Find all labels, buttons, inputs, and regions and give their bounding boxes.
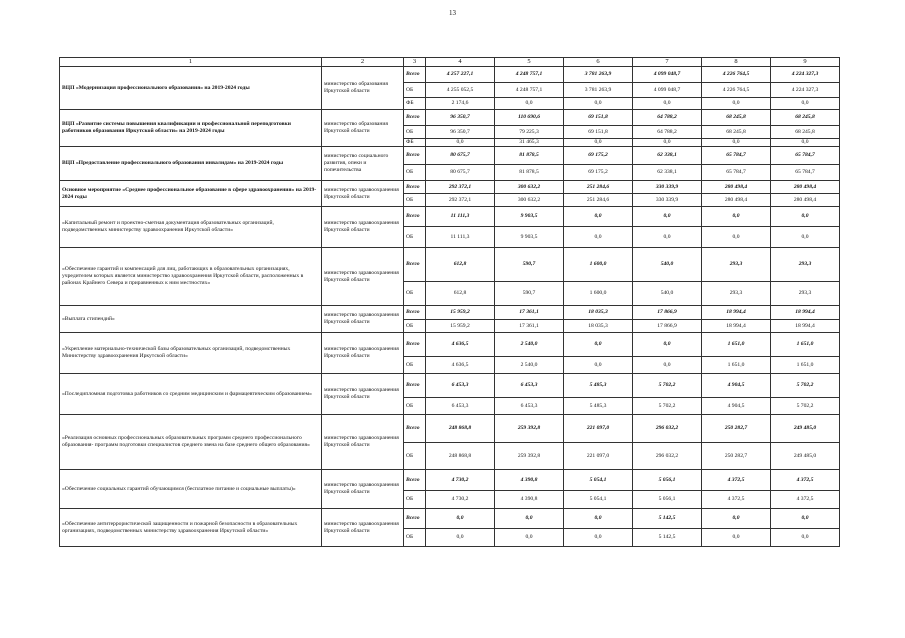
value-year-4: 330 339,9 [633, 194, 702, 207]
value-year-6: 4 224 327,3 [771, 83, 840, 98]
value-year-5: 4 904,5 [702, 398, 771, 415]
value-year-5: 4 372,5 [702, 491, 771, 509]
responsible-executor: министерство здравоохранения Иркутской области [322, 248, 404, 306]
value-year-4: 0,0 [633, 357, 702, 374]
value-year-1: 4 255 052,5 [426, 83, 495, 98]
value-year-5: 65 784,7 [702, 147, 771, 165]
value-year-6: 18 994,4 [771, 306, 840, 320]
column-number-9: 9 [771, 58, 840, 67]
value-year-1: 15 959,2 [426, 306, 495, 320]
value-year-4: 17 866,9 [633, 320, 702, 333]
value-year-2: 300 632,2 [495, 194, 564, 207]
column-number-4: 4 [426, 58, 495, 67]
value-year-5: 0,0 [702, 207, 771, 227]
value-year-5: 4 904,5 [702, 374, 771, 398]
value-year-3: 69 151,8 [564, 126, 633, 139]
value-year-2: 9 903,5 [495, 227, 564, 248]
value-year-2: 2 540,0 [495, 333, 564, 357]
value-year-6: 5 702,2 [771, 398, 840, 415]
value-year-1: 4 257 227,1 [426, 67, 495, 83]
funding-source: Всего [404, 67, 426, 83]
funding-source: ОБ [404, 83, 426, 98]
value-year-1: 4 730,2 [426, 491, 495, 509]
value-year-6: 0,0 [771, 509, 840, 529]
value-year-6: 0,0 [771, 529, 840, 547]
funding-source: Всего [404, 181, 426, 194]
value-year-6: 68 245,8 [771, 126, 840, 139]
responsible-executor: министерство здравоохранения Иркутской области [322, 181, 404, 207]
funding-source: ОБ [404, 398, 426, 415]
value-year-3: 3 781 263,9 [564, 67, 633, 83]
value-year-3: 221 097,0 [564, 415, 633, 443]
value-year-5: 0,0 [702, 227, 771, 248]
activity-name: «Обеспечение социальных гарантий обучающимся (бесплатное питание и социальные выплаты)» [60, 470, 322, 509]
value-year-4: 17 866,9 [633, 306, 702, 320]
value-year-4: 64 788,2 [633, 126, 702, 139]
funding-source: ОБ [404, 491, 426, 509]
value-year-3: 5 485,3 [564, 398, 633, 415]
value-year-2: 0,0 [495, 529, 564, 547]
value-year-5: 1 651,0 [702, 333, 771, 357]
activity-name: ВЦП «Модернизация профессионального образования» на 2019-2024 годы [60, 67, 322, 110]
funding-source: Всего [404, 147, 426, 165]
responsible-executor: министерство здравоохранения Иркутской области [322, 374, 404, 415]
value-year-5: 0,0 [702, 139, 771, 147]
value-year-5: 250 282,7 [702, 443, 771, 470]
value-year-5: 293,3 [702, 282, 771, 306]
value-year-2: 17 361,1 [495, 320, 564, 333]
table-row [60, 415, 840, 443]
funding-source: Всего [404, 509, 426, 529]
value-year-6: 0,0 [771, 139, 840, 147]
value-year-4: 64 788,2 [633, 110, 702, 126]
value-year-2: 81 878,5 [495, 147, 564, 165]
column-number-1: 1 [60, 58, 322, 67]
value-year-3: 69 151,8 [564, 110, 633, 126]
funding-source: ОБ [404, 194, 426, 207]
value-year-2: 31 465,3 [495, 139, 564, 147]
value-year-5: 1 651,0 [702, 357, 771, 374]
table-row [60, 470, 840, 491]
activity-name: Основное мероприятие «Среднее профессиональное образование в сфере здравоохранения» на 2019-2024 годы [60, 181, 322, 207]
value-year-1: 612,8 [426, 282, 495, 306]
column-number-2: 2 [322, 58, 404, 67]
value-year-4: 296 032,2 [633, 415, 702, 443]
activity-name: «Выплата стипендий» [60, 306, 322, 333]
value-year-5: 65 784,7 [702, 165, 771, 181]
value-year-6: 280 498,4 [771, 181, 840, 194]
value-year-2: 0,0 [495, 98, 564, 110]
value-year-5: 18 994,4 [702, 306, 771, 320]
value-year-4: 62 338,1 [633, 165, 702, 181]
budget-table [59, 57, 840, 547]
value-year-3: 1 600,0 [564, 248, 633, 282]
value-year-2: 6 453,3 [495, 398, 564, 415]
responsible-executor: министерство здравоохранения Иркутской области [322, 509, 404, 547]
value-year-2: 4 390,8 [495, 491, 564, 509]
value-year-1: 0,0 [426, 139, 495, 147]
activity-name: ВЦП «Развитие системы повышения квалификации и профессиональной переподготовки работников образования Иркутской области» на 2019-2024 годы [60, 110, 322, 147]
funding-source: ОБ [404, 320, 426, 333]
table-row [60, 207, 840, 227]
value-year-2: 4 390,8 [495, 470, 564, 491]
activity-name: ВЦП «Предоставление профессионального образования инвалидам» на 2019-2024 годы [60, 147, 322, 181]
value-year-5: 280 498,4 [702, 181, 771, 194]
value-year-4: 296 032,2 [633, 443, 702, 470]
value-year-6: 65 784,7 [771, 165, 840, 181]
value-year-3: 3 781 263,9 [564, 83, 633, 98]
value-year-6: 1 651,0 [771, 333, 840, 357]
value-year-6: 0,0 [771, 227, 840, 248]
activity-name: «Реализация основных профессиональных образовательных программ среднего профессионального образования- программ подготовки специалистов среднего звена на базе среднего общего образования» [60, 415, 322, 470]
column-number-5: 5 [495, 58, 564, 67]
activity-name: «Укрепление материально-технической базы образовательных организаций, подведомственных Министерству здравоохранения Иркутской области» [60, 333, 322, 374]
table-row [60, 110, 840, 126]
activity-name: «Обеспечение гарантий и компенсаций для лиц, работающих в образовательных организациях, учредителем которых является министерство здравоохранения Иркутской области, расположенных в районах Крайнего Севера и приравненных к ним местностях» [60, 248, 322, 306]
value-year-5: 18 994,4 [702, 320, 771, 333]
value-year-2: 79 225,3 [495, 126, 564, 139]
value-year-1: 96 350,7 [426, 126, 495, 139]
column-number-6: 6 [564, 58, 633, 67]
value-year-2: 6 453,3 [495, 374, 564, 398]
value-year-6: 293,3 [771, 282, 840, 306]
value-year-5: 4 372,5 [702, 470, 771, 491]
value-year-3: 5 485,3 [564, 374, 633, 398]
funding-source: Всего [404, 306, 426, 320]
value-year-4: 0,0 [633, 227, 702, 248]
responsible-executor: министерство здравоохранения Иркутской области [322, 207, 404, 248]
value-year-4: 62 338,1 [633, 147, 702, 165]
funding-source: ОБ [404, 529, 426, 547]
funding-source: Всего [404, 333, 426, 357]
value-year-4: 5 702,2 [633, 398, 702, 415]
responsible-executor: министерство здравоохранения Иркутской области [322, 333, 404, 374]
responsible-executor: министерство здравоохранения Иркутской области [322, 470, 404, 509]
value-year-6: 0,0 [771, 207, 840, 227]
value-year-6: 68 245,8 [771, 110, 840, 126]
value-year-1: 292 372,1 [426, 194, 495, 207]
value-year-4: 0,0 [633, 98, 702, 110]
column-number-8: 8 [702, 58, 771, 67]
value-year-3: 0,0 [564, 139, 633, 147]
value-year-5: 0,0 [702, 509, 771, 529]
value-year-3: 0,0 [564, 98, 633, 110]
value-year-2: 110 690,6 [495, 110, 564, 126]
value-year-2: 81 878,5 [495, 165, 564, 181]
value-year-1: 15 959,2 [426, 320, 495, 333]
value-year-1: 248 868,8 [426, 415, 495, 443]
value-year-2: 0,0 [495, 509, 564, 529]
value-year-3: 251 284,6 [564, 181, 633, 194]
funding-source: ОБ [404, 126, 426, 139]
activity-name: «Обеспечение антитеррористической защищенности и пожарной безопасности в образовательных организациях, подведомственных министерству здравоохранения Иркутской области» [60, 509, 322, 547]
value-year-3: 0,0 [564, 509, 633, 529]
value-year-1: 248 868,8 [426, 443, 495, 470]
funding-source: ОБ [404, 282, 426, 306]
funding-source: ФБ [404, 139, 426, 147]
page-number: 13 [449, 9, 456, 17]
value-year-2: 590,7 [495, 282, 564, 306]
value-year-6: 65 784,7 [771, 147, 840, 165]
value-year-5: 68 245,8 [702, 126, 771, 139]
value-year-6: 4 372,5 [771, 470, 840, 491]
funding-source: Всего [404, 470, 426, 491]
value-year-1: 292 372,1 [426, 181, 495, 194]
value-year-2: 4 248 757,1 [495, 67, 564, 83]
table-row [60, 333, 840, 357]
responsible-executor: министерство образования Иркутской области [322, 67, 404, 110]
responsible-executor: министерство здравоохранения Иркутской области [322, 415, 404, 470]
value-year-2: 259 392,8 [495, 415, 564, 443]
value-year-3: 18 035,3 [564, 320, 633, 333]
value-year-6: 0,0 [771, 98, 840, 110]
value-year-3: 18 035,3 [564, 306, 633, 320]
value-year-3: 69 175,2 [564, 147, 633, 165]
value-year-4: 5 056,1 [633, 470, 702, 491]
funding-source: ОБ [404, 227, 426, 248]
column-number-3: 3 [404, 58, 426, 67]
value-year-1: 0,0 [426, 529, 495, 547]
table-row [60, 67, 840, 83]
funding-source: ФБ [404, 98, 426, 110]
value-year-3: 221 097,0 [564, 443, 633, 470]
value-year-4: 0,0 [633, 139, 702, 147]
table-row [60, 509, 840, 529]
value-year-6: 4 372,5 [771, 491, 840, 509]
funding-source: ОБ [404, 357, 426, 374]
value-year-4: 0,0 [633, 207, 702, 227]
value-year-3: 0,0 [564, 207, 633, 227]
value-year-4: 5 702,2 [633, 374, 702, 398]
value-year-6: 4 224 327,3 [771, 67, 840, 83]
value-year-2: 9 903,5 [495, 207, 564, 227]
value-year-5: 293,3 [702, 248, 771, 282]
value-year-6: 249 485,0 [771, 415, 840, 443]
value-year-4: 540,0 [633, 248, 702, 282]
value-year-1: 6 453,3 [426, 398, 495, 415]
value-year-1: 80 675,7 [426, 147, 495, 165]
value-year-1: 4 636,5 [426, 357, 495, 374]
value-year-3: 0,0 [564, 357, 633, 374]
value-year-6: 18 994,4 [771, 320, 840, 333]
funding-source: Всего [404, 374, 426, 398]
value-year-4: 540,0 [633, 282, 702, 306]
responsible-executor: министерство здравоохранения Иркутской области [322, 306, 404, 333]
value-year-1: 80 675,7 [426, 165, 495, 181]
value-year-1: 11 111,3 [426, 227, 495, 248]
responsible-executor: министерство образования Иркутской области [322, 110, 404, 147]
activity-name: «Последипломная подготовка работников со средним медицинским и фармацевтическим образованием» [60, 374, 322, 415]
value-year-5: 0,0 [702, 529, 771, 547]
value-year-6: 249 485,0 [771, 443, 840, 470]
value-year-3: 1 600,0 [564, 282, 633, 306]
value-year-1: 612,8 [426, 248, 495, 282]
value-year-3: 5 054,1 [564, 491, 633, 509]
funding-source: ОБ [404, 443, 426, 470]
value-year-3: 69 175,2 [564, 165, 633, 181]
value-year-1: 6 453,3 [426, 374, 495, 398]
activity-name: «Капитальный ремонт и проектно-сметная документация образовательных организаций, подведомственных министерству здравоохранения Иркутской области» [60, 207, 322, 248]
value-year-1: 4 730,2 [426, 470, 495, 491]
value-year-5: 250 282,7 [702, 415, 771, 443]
value-year-6: 1 651,0 [771, 357, 840, 374]
funding-source: Всего [404, 248, 426, 282]
funding-source: Всего [404, 207, 426, 227]
value-year-1: 4 636,5 [426, 333, 495, 357]
value-year-6: 293,3 [771, 248, 840, 282]
table-row [60, 374, 840, 398]
table-row [60, 181, 840, 194]
value-year-2: 2 540,0 [495, 357, 564, 374]
value-year-2: 300 632,2 [495, 181, 564, 194]
responsible-executor: министерство социального развития, опеки и попечительства [322, 147, 404, 181]
value-year-4: 4 099 048,7 [633, 83, 702, 98]
value-year-1: 96 350,7 [426, 110, 495, 126]
funding-source: Всего [404, 110, 426, 126]
value-year-3: 251 284,6 [564, 194, 633, 207]
value-year-3: 0,0 [564, 333, 633, 357]
value-year-5: 68 245,8 [702, 110, 771, 126]
value-year-2: 4 248 757,1 [495, 83, 564, 98]
table-row [60, 147, 840, 165]
value-year-4: 4 099 048,7 [633, 67, 702, 83]
value-year-4: 5 142,5 [633, 509, 702, 529]
value-year-1: 0,0 [426, 509, 495, 529]
funding-source: ОБ [404, 165, 426, 181]
table-row [60, 306, 840, 320]
value-year-4: 330 339,9 [633, 181, 702, 194]
table-row [60, 248, 840, 282]
value-year-3: 5 054,1 [564, 470, 633, 491]
value-year-6: 280 498,4 [771, 194, 840, 207]
value-year-1: 11 111,3 [426, 207, 495, 227]
value-year-5: 4 226 764,5 [702, 83, 771, 98]
value-year-1: 2 174,6 [426, 98, 495, 110]
column-number-7: 7 [633, 58, 702, 67]
funding-source: Всего [404, 415, 426, 443]
value-year-5: 280 498,4 [702, 194, 771, 207]
value-year-3: 0,0 [564, 227, 633, 248]
header-row [60, 58, 840, 67]
value-year-6: 5 702,2 [771, 374, 840, 398]
value-year-2: 259 392,8 [495, 443, 564, 470]
value-year-3: 0,0 [564, 529, 633, 547]
value-year-2: 17 361,1 [495, 306, 564, 320]
value-year-5: 4 226 764,5 [702, 67, 771, 83]
value-year-4: 5 056,1 [633, 491, 702, 509]
value-year-5: 0,0 [702, 98, 771, 110]
value-year-2: 590,7 [495, 248, 564, 282]
value-year-4: 5 142,5 [633, 529, 702, 547]
value-year-4: 0,0 [633, 333, 702, 357]
